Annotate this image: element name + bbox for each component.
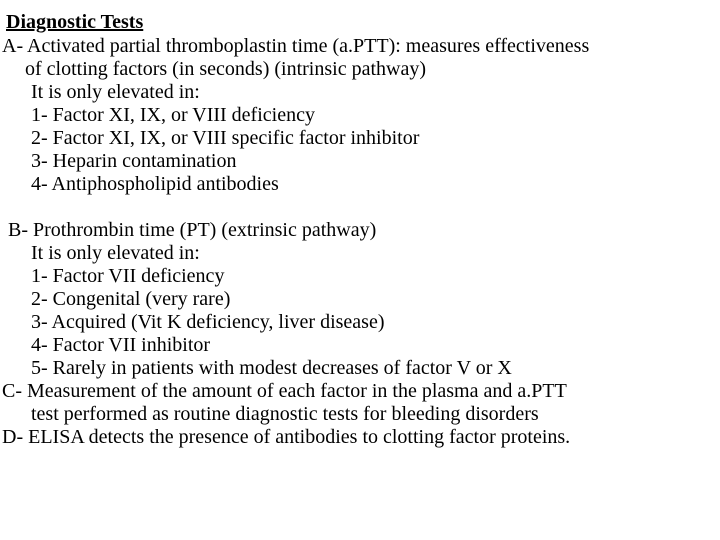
- section-b-item: 4- Factor VII inhibitor: [31, 334, 211, 356]
- section-c-heading: C- Measurement of the amount of each factor in the plasma and a.PTT: [2, 380, 567, 402]
- section-a-intro: It is only elevated in:: [31, 81, 200, 103]
- section-a-heading: A- Activated partial thromboplastin time (a.PTT): measures effectiveness: [2, 35, 590, 57]
- section-a-item: 3- Heparin contamination: [31, 150, 237, 172]
- section-a-item: 1- Factor XI, IX, or VIII deficiency: [31, 104, 315, 126]
- section-b-item: 2- Congenital (very rare): [31, 288, 231, 310]
- section-a-heading-continued: of clotting factors (in seconds) (intrinsic pathway): [25, 58, 426, 80]
- section-b-intro: It is only elevated in:: [31, 242, 200, 264]
- section-d-heading: D- ELISA detects the presence of antibodies to clotting factor proteins.: [2, 426, 571, 448]
- section-c-heading-continued: test performed as routine diagnostic tests for bleeding disorders: [31, 403, 539, 425]
- section-a-item: 2- Factor XI, IX, or VIII specific factor inhibitor: [31, 127, 420, 149]
- section-a-item: 4- Antiphospholipid antibodies: [31, 173, 279, 195]
- section-b-heading: B- Prothrombin time (PT) (extrinsic pathway): [8, 219, 377, 241]
- section-b-item: 3- Acquired (Vit K deficiency, liver disease): [31, 311, 385, 333]
- page-title: Diagnostic Tests: [6, 11, 144, 33]
- section-b-item: 5- Rarely in patients with modest decreases of factor V or X: [31, 357, 512, 379]
- section-b-item: 1- Factor VII deficiency: [31, 265, 225, 287]
